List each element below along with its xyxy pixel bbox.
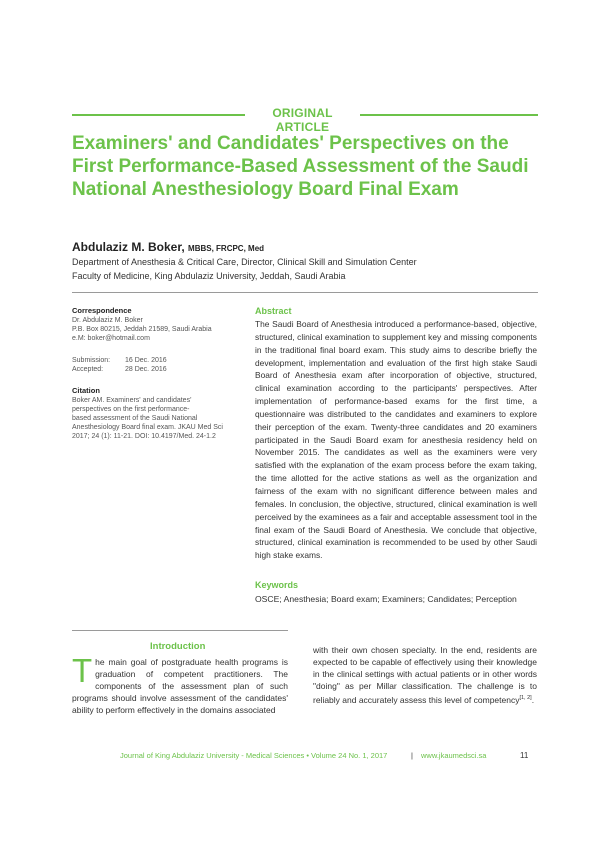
author-line [72,240,264,254]
submission-label: Submission: [72,357,111,364]
header-rule-right [360,114,538,116]
introduction-text-2: with their own chosen specialty. In the end, residents are expected to be capable of effectively using their knowledge in the clinical settings with actual patients or in other words "doing" as per Millar classification. The challenge is to reliably and accurately assess this level of competency [313,645,537,705]
citation-line: perspectives on the first performance- [72,406,190,413]
correspondence-name: Dr. Abdulaziz M. Boker [72,317,143,324]
introduction-column-1 [72,652,288,716]
introduction-text-2-end: . [531,694,535,705]
correspondence-address: P.B. Box 80215, Jeddah 21589, Saudi Arabia [72,326,212,333]
abstract-text: The Saudi Board of Anesthesia introduced a performance-based, objective, structured, clinical examination to supplement key and missing components in the traditional final board exam. This study aims to describe briefly the development, implementation and evaluation of the first high stake Saudi Board of Anesthesia exam after incorporation of objective, structured, clinical examination according to the participants' perspectives. After implementation of performance-based exams for the first time, a questionnaire was distributed to the candidates and examiners to explore their perception of the exam. Twenty-three candidates and 20 examiners participated in the Saudi Board exam for anesthesia residency held on November 2015. The candidates as well as the examiners were very satisfied with the explanation of the exam process before the exam taking, the time allotted for the active stations as well as the organization and fairness of the exam with no significant difference between males and females. In conclusion, the objective, structured, clinical examination is well perceived by the examinees as a fair and acceptable assessment tool in the final exam of the Saudi Board of Anesthesia. We conclude that objective, structured, clinical examination is recommended to be used by other Saudi high stake exams. [255,319,537,561]
keywords-heading: Keywords [255,580,299,590]
correspondence-block [72,306,240,343]
introduction-column-2 [313,644,537,706]
reference-marker[interactable]: [1, 2] [519,695,532,701]
author-name: Abdulaziz M. Boker, [72,240,185,254]
footer-journal: Journal of King Abdulaziz University - Medical Sciences • Volume 24 No. 1, 2017 [120,751,388,760]
author-degrees: MBBS, FRCPC, Med [188,244,265,253]
introduction-separator [72,630,288,631]
abstract-heading: Abstract [255,306,292,316]
author-affiliation-1: Department of Anesthesia & Critical Care, Director, Clinical Skill and Simulation Center [72,257,417,267]
submission-date: 16 Dec. 2016 [125,357,167,364]
accepted-date: 28 Dec. 2016 [125,366,167,373]
section-label: ORIGINAL ARTICLE [272,106,333,134]
author-affiliation-2: Faculty of Medicine, King Abdulaziz University, Jeddah, Saudi Arabia [72,271,346,281]
introduction-text-1: he main goal of postgraduate health programs is graduation of competent practitioners. The components of the assessment plan of such programs should involve assessment of the candidates' ability to perform effectively in the domains associated [72,657,288,715]
drop-cap: T [72,652,93,689]
accepted-label: Accepted: [72,366,104,373]
correspondence-email[interactable]: e.M: boker@hotmail.com [72,335,150,342]
citation-doi-line[interactable]: 2017; 24 (1): 11-21. DOI: 10.4197/Med. 24-1.2 [72,433,216,440]
keywords-text: OSCE; Anesthesia; Board exam; Examiners; Candidates; Perception [255,594,517,604]
footer-url[interactable]: www.jkaumedsci.sa [421,751,487,760]
introduction-heading: Introduction [150,641,206,652]
dates-block [72,356,240,374]
header-separator [72,292,538,293]
header-rule-left [72,114,245,116]
citation-block [72,386,240,441]
citation-line: Anesthesiology Board final exam. JKAU Med Sci [72,424,223,431]
page-number: 11 [520,751,529,760]
citation-heading: Citation [72,386,100,395]
correspondence-heading: Correspondence [72,306,132,315]
citation-line: based assessment of the Saudi National [72,415,198,422]
citation-line: Boker AM. Examiners' and candidates' [72,397,192,404]
article-title: Examiners' and Candidates' Perspectives on the First Performance-Based Assessment of the Saudi National Anesthesiology Board Final Exam [72,133,529,200]
footer-separator: | [411,751,413,760]
